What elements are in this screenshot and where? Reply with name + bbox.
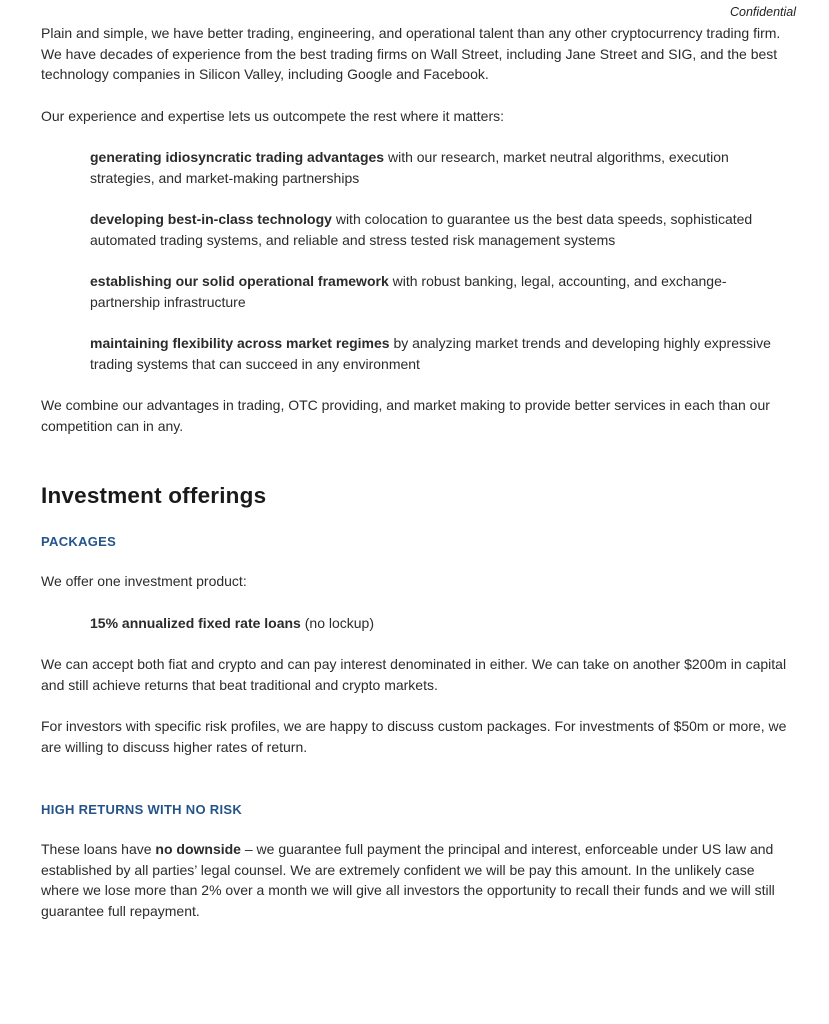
bullet-rest: with our research, market neutral algorithms, execution strategies, and market-making partnerships [90, 149, 729, 186]
bullet-trading-advantages [90, 147, 789, 188]
product-rest: (no lockup) [300, 614, 375, 631]
capacity-paragraph: We can accept both fiat and crypto and can pay interest denominated in either. We can take on another $200m in capital and still achieve returns that beat traditional and crypto markets. [41, 656, 787, 693]
outcompete-lead-in: Our experience and expertise lets us outcompete the rest where it matters: [41, 107, 505, 124]
bullet-technology [90, 209, 789, 250]
product-line [90, 613, 789, 634]
bullet-bold-lead: generating idiosyncratic trading advantages [90, 149, 385, 165]
bullet-bold-lead: maintaining flexibility across market regimes [90, 335, 390, 351]
intro-paragraph: Plain and simple, we have better trading, engineering, and operational talent than any other cryptocurrency trading firm. We have decades of experience from the best trading firms on Wall Street, including Jane Street and SIG, and the best technology companies in Silicon Valley, including Google and Facebook. [41, 25, 781, 82]
high-returns-heading: HIGH RETURNS WITH NO RISK [41, 802, 243, 817]
no-downside-paragraph [41, 839, 795, 921]
packages-intro: We offer one investment product: [41, 573, 247, 589]
bullet-flexibility [90, 333, 789, 374]
bullet-rest: with colocation to guarantee us the best data speeds, sophisticated automated trading systems, and reliable and stress tested risk management systems [90, 211, 753, 248]
bullet-rest: by analyzing market trends and developing highly expressive trading systems that can succeed in any environment [90, 335, 771, 372]
bullet-bold-lead: developing best-in-class technology [90, 211, 332, 227]
no-downside-post: – we guarantee full payment the principal and interest, enforceable under US law and established by all parties’ legal counsel. We are extremely confident we will be pay this amount. In the unlikely case where we lose more than 2% over a month we will give all investors the opportunity to recall their funds and we will still guarantee full repayment. [41, 841, 775, 919]
custom-packages-paragraph: For investors with specific risk profiles, we are happy to discuss custom packages. For investments of $50m or more, we are willing to discuss higher rates of return. [41, 718, 787, 755]
confidential-watermark: Confidential [729, 5, 796, 19]
bullet-operational-framework [90, 271, 789, 312]
combine-advantages-paragraph: We combine our advantages in trading, OTC providing, and market making to provide better services in each than our competition can in any. [41, 397, 770, 434]
bullet-rest: with robust banking, legal, accounting, and exchange-partnership infrastructure [90, 273, 727, 310]
bullet-bold-lead: establishing our solid operational framework [90, 273, 389, 289]
no-downside-pre: These loans have [41, 841, 156, 857]
product-bold: 15% annualized fixed rate loans [90, 614, 301, 631]
packages-heading: PACKAGES [41, 534, 117, 549]
no-downside-bold: no downside [155, 841, 241, 857]
section-title-investment-offerings: Investment offerings [41, 483, 267, 508]
